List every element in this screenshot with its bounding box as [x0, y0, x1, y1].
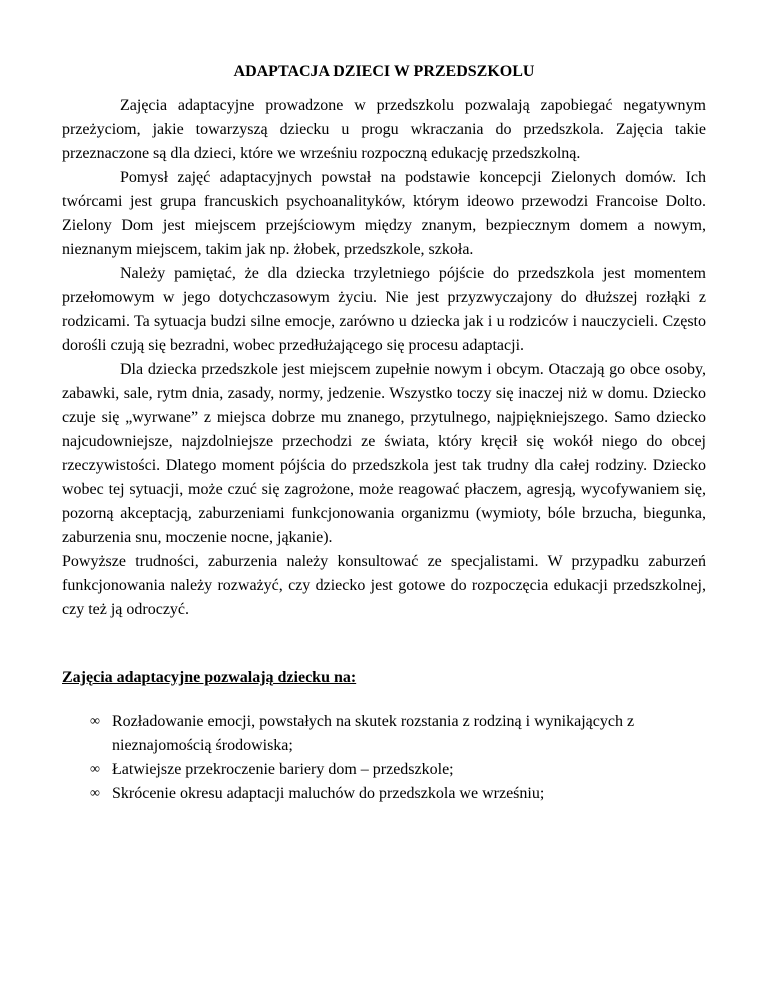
list-item [62, 710, 706, 758]
section-heading: Zajęcia adaptacyjne pozwalają dziecku na: [62, 669, 357, 686]
paragraph-green-house: Pomysł zajęć adaptacyjnych powstał na podstawie koncepcji Zielonych domów. Ich twórcami jest grupa francuskich psychoanalityków, którym ideowo przewodzi Francoise Dolto. Zielony Dom jest miejscem przejściowym między znanym, bezpiecznym domem a nowym, nieznanym miejscem, takim jak np. żłobek, przedszkole, szkoła. [62, 169, 706, 258]
list-item-text: Skrócenie okresu adaptacji maluchów do przedszkola we wrześniu; [112, 785, 545, 802]
paragraph-new-place: Dla dziecka przedszkole jest miejscem zupełnie nowym i obcym. Otaczają go obce osoby, zabawki, sale, rytm dnia, zasady, normy, jedzenie. Wszystko toczy się inaczej niż w domu. Dziecko czuje się „wyrwane” z miejsca dobrze mu znanego, przytulnego, najpiękniejszego. Samo dziecko najcudowniejsze, najzdolniejsze przechodzi ze świata, który kręcił się wokół niego do obcej rzeczywistości. Dlatego moment pójścia do przedszkola jest tak trudny dla całej rodziny. Dziecko wobec tej sytuacji, może czuć się zagrożone, może reagować płaczem, agresją, wycofywaniem się, pozorną akceptacją, zaburzeniami funkcjonowania organizmu (wymioty, bóle brzucha, biegunka, zaburzenia snu, moczenie nocne, jąkanie). [62, 361, 706, 546]
infinity-bullet-icon: ∞ [90, 714, 100, 729]
list-item [62, 782, 706, 806]
list-item-text: Łatwiejsze przekroczenie bariery dom – przedszkole; [112, 761, 454, 778]
paragraph-three-year-old: Należy pamiętać, że dla dziecka trzyletniego pójście do przedszkola jest momentem przełomowym w jego dotychczasowym życiu. Nie jest przyzwyczajony do dłuższej rozłąki z rodzicami. Ta sytuacja budzi silne emocje, zarówno u dziecka jak i u rodziców i nauczycieli. Często dorośli czują się bezradni, wobec przedłużającego się procesu adaptacji. [62, 265, 706, 354]
infinity-bullet-icon: ∞ [90, 786, 100, 801]
benefits-list [62, 710, 706, 806]
list-item [62, 758, 706, 782]
document-title: ADAPTACJA DZIECI W PRZEDSZKOLU [233, 63, 535, 80]
list-item-text: Rozładowanie emocji, powstałych na skutek rozstania z rodziną i wynikających z nieznajomością środowiska; [112, 713, 635, 754]
infinity-bullet-icon: ∞ [90, 762, 100, 777]
paragraph-difficulties: Powyższe trudności, zaburzenia należy konsultować ze specjalistami. W przypadku zaburzeń funkcjonowania należy rozważyć, czy dziecko jest gotowe do rozpoczęcia edukacji przedszkolnej, czy też ją odroczyć. [62, 553, 706, 618]
paragraph-intro: Zajęcia adaptacyjne prowadzone w przedszkolu pozwalają zapobiegać negatywnym przeżyciom, jakie towarzyszą dziecku u progu wkraczania do przedszkola. Zajęcia takie przeznaczone są dla dzieci, które we wrześniu rozpoczną edukację przedszkolną. [62, 97, 706, 162]
